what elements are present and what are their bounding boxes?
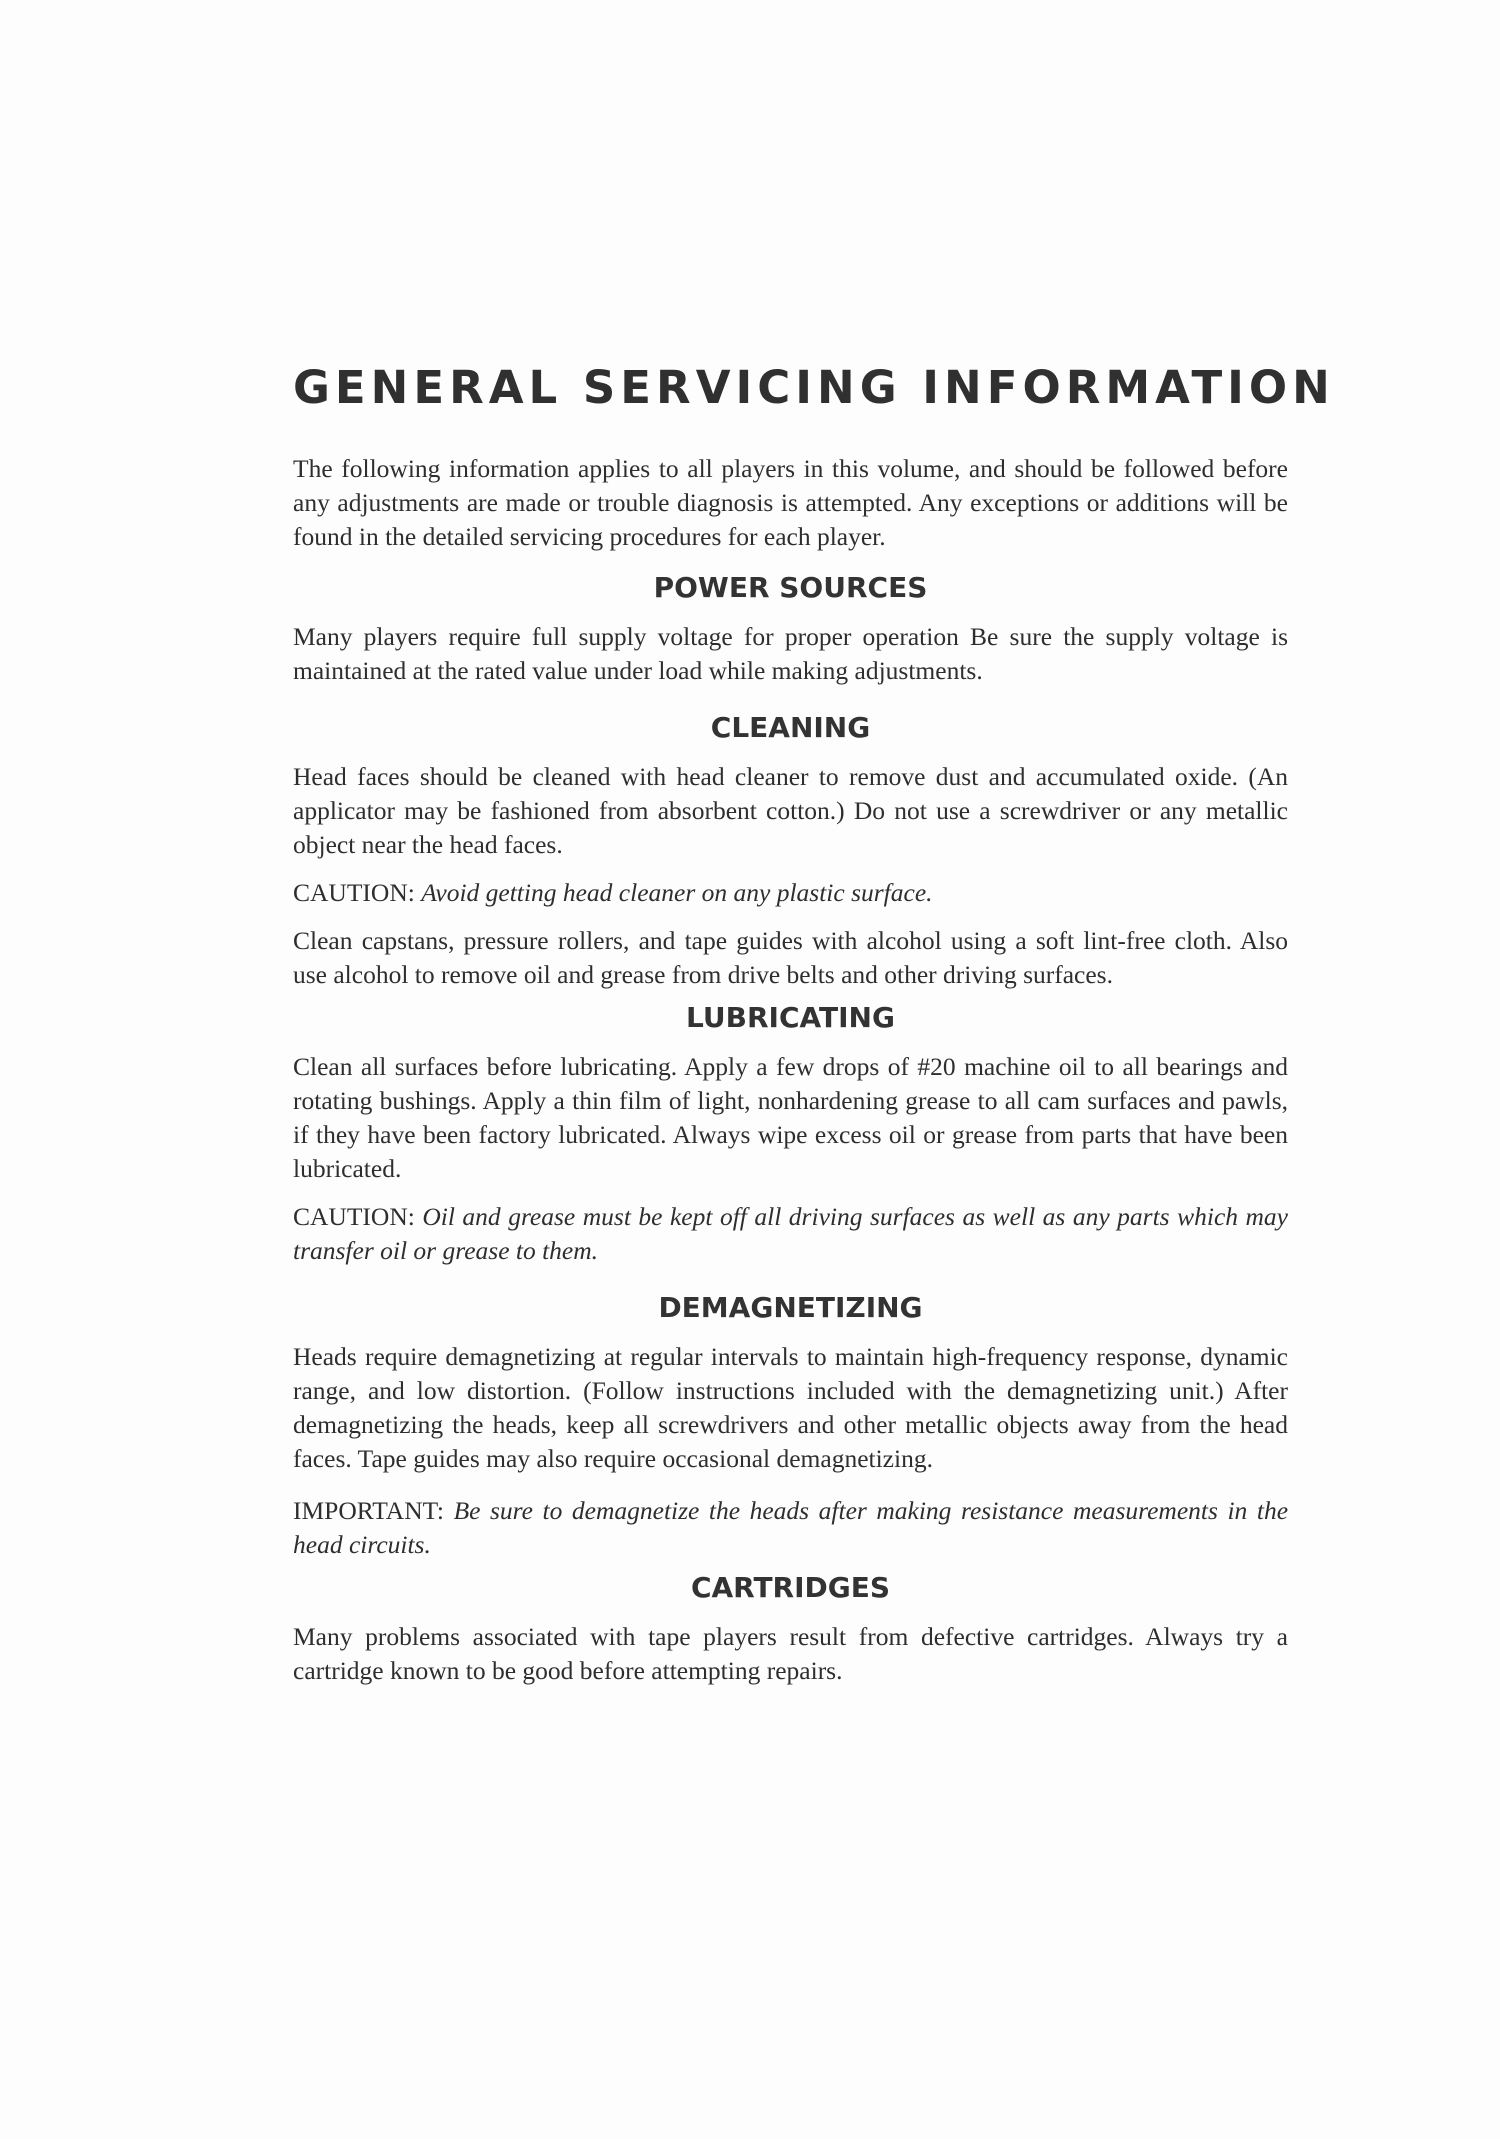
caution-label: CAUTION:: [293, 878, 415, 907]
cleaning-paragraph-1: Head faces should be cleaned with head cleaner to remove dust and accumulated oxide. (An applicator may be fashioned from absorbent cotton.) Do not use a screwdriver or any metallic object near the head faces.: [293, 762, 1288, 859]
caution-label: CAUTION:: [293, 1202, 415, 1231]
page-title: GENERAL SERVICING INFORMATION: [293, 361, 1335, 414]
important-label: IMPORTANT:: [293, 1496, 444, 1525]
caution-text: Oil and grease must be kept off all driving surfaces as well as any parts which may transfer oil or grease to them.: [293, 1202, 1288, 1265]
heading-lubricating: LUBRICATING: [686, 1001, 895, 1034]
lubricating-caution: [293, 1200, 1288, 1268]
cleaning-caution: [293, 876, 1288, 910]
caution-text: Avoid getting head cleaner on any plastic surface.: [421, 878, 933, 907]
cleaning-paragraph-2: Clean capstans, pressure rollers, and tape guides with alcohol using a soft lint-free cloth. Also use alcohol to remove oil and grease from drive belts and other driving surfaces.: [293, 926, 1288, 989]
intro-paragraph: The following information applies to all players in this volume, and should be followed before any adjustments are made or trouble diagnosis is attempted. Any exceptions or additions will be found in the detailed servicing procedures for each player.: [293, 454, 1288, 551]
heading-cleaning: CLEANING: [710, 711, 871, 744]
heading-power-sources: POWER SOURCES: [653, 571, 928, 604]
heading-cartridges: CARTRIDGES: [690, 1571, 891, 1604]
cartridges-paragraph: Many problems associated with tape players result from defective cartridges. Always try a cartridge known to be good before attempting repairs.: [293, 1622, 1288, 1685]
document-content: [293, 358, 1335, 1688]
power-sources-paragraph: Many players require full supply voltage for proper operation Be sure the supply voltage is maintained at the rated value under load while making adjustments.: [293, 622, 1288, 685]
heading-demagnetizing: DEMAGNETIZING: [658, 1291, 923, 1324]
important-text: Be sure to demagnetize the heads after making resistance measurements in the head circuits.: [293, 1496, 1289, 1559]
lubricating-paragraph: Clean all surfaces before lubricating. Apply a few drops of #20 machine oil to all bearings and rotating bushings. Apply a thin film of light, nonhardening grease to all cam surfaces and pawls, if they have been factory lubricated. Always wipe excess oil or grease from parts that have been lubricated.: [293, 1052, 1288, 1183]
demagnetizing-paragraph: Heads require demagnetizing at regular intervals to maintain high-frequency response, dynamic range, and low distortion. (Follow instructions included with the demagnetizing unit.) After demagnetizing the heads, keep all screwdrivers and other metallic objects away from the head faces. Tape guides may also require occasional demagnetizing.: [293, 1342, 1288, 1473]
demagnetizing-important: [293, 1494, 1288, 1562]
